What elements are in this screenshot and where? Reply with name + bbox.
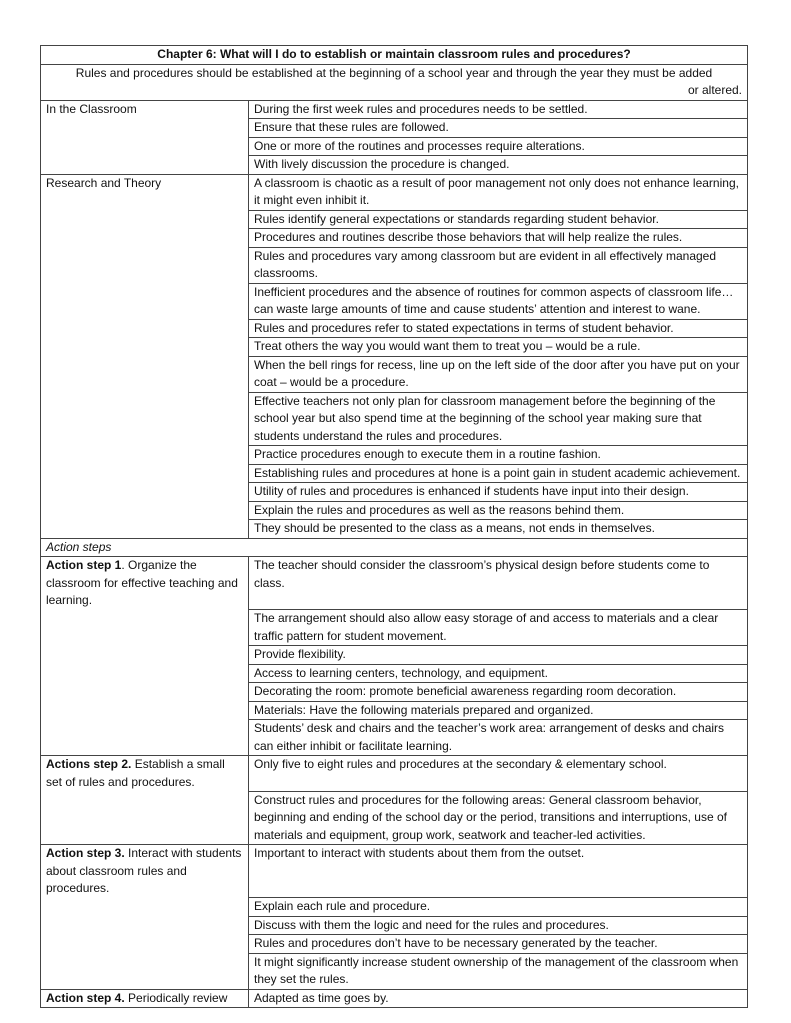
section-1-label-cell: [41, 338, 249, 357]
action-step-3-row: [41, 916, 748, 935]
action-step-3-row: [41, 953, 748, 989]
action-step-1-label-cell: [41, 701, 249, 720]
section-1-item: Establishing rules and procedures at hone is a point gain in student academic achievement.: [249, 464, 748, 483]
action-step-2-row: [41, 756, 748, 792]
action-step-1-label-cell: [41, 646, 249, 665]
section-1-label-cell: [41, 229, 249, 248]
section-1-item: When the bell rings for recess, line up on the left side of the door after you have put on your coat – would be a procedure.: [249, 356, 748, 392]
action-step-label-bold: Action step 1: [46, 558, 122, 572]
section-1-label-cell: [41, 464, 249, 483]
section-0-label-cell: [41, 119, 249, 138]
section-0-label-cell: [41, 156, 249, 175]
section-0-item: With lively discussion the procedure is changed.: [249, 156, 748, 175]
action-step-4-label-cell: [41, 989, 249, 1008]
action-step-3-item: Rules and procedures don’t have to be necessary generated by the teacher.: [249, 935, 748, 954]
action-step-1-row: [41, 646, 748, 665]
section-1-label-cell: [41, 319, 249, 338]
section-label: In the Classroom: [46, 101, 137, 116]
action-step-3-row: [41, 935, 748, 954]
section-1-row: [41, 338, 748, 357]
section-1-label-cell: [41, 520, 249, 539]
action-step-1-label-cell: [41, 720, 249, 756]
action-step-1-item: Provide flexibility.: [249, 646, 748, 665]
action-step-1-row: [41, 720, 748, 756]
action-step-1-row: [41, 610, 748, 646]
action-step-1-label-cell: [41, 557, 249, 610]
section-0-item: One or more of the routines and processes require alterations.: [249, 137, 748, 156]
section-1-row: [41, 210, 748, 229]
action-step-1-item: The teacher should consider the classroom’s physical design before students come to class.: [249, 557, 748, 610]
action-step-label-text: Establish a small set of rules and procedures.: [46, 757, 225, 789]
action-steps-heading: Action steps: [41, 538, 748, 557]
chapter-title: Chapter 6: What will I do to establish or maintain classroom rules and procedures?: [41, 46, 748, 65]
section-1-item: They should be presented to the class as a means, not ends in themselves.: [249, 520, 748, 539]
action-step-label-bold: Action step 4.: [46, 990, 125, 1005]
section-1-item: Rules and procedures vary among classroom but are evident in all effectively managed classrooms.: [249, 247, 748, 283]
action-step-3-label-cell: [41, 935, 249, 954]
section-0-item: During the first week rules and procedures needs to be settled.: [249, 100, 748, 119]
section-0-row: [41, 156, 748, 175]
intro-text: [41, 64, 748, 100]
action-step-3-label-cell: [41, 845, 249, 898]
section-label: Research and Theory: [46, 175, 162, 190]
action-step-4-item: Adapted as time goes by.: [249, 989, 748, 1008]
action-step-label-bold: Action step 3.: [46, 846, 125, 860]
section-0-item: Ensure that these rules are followed.: [249, 119, 748, 138]
section-0-label-cell: [41, 100, 249, 119]
action-step-2-row: [41, 791, 748, 845]
section-1-row: [41, 464, 748, 483]
section-1-item: Rules and procedures refer to stated expectations in terms of student behavior.: [249, 319, 748, 338]
chapter-table: [40, 45, 748, 1008]
action-steps-heading-row: [41, 538, 748, 557]
section-1-row: [41, 229, 748, 248]
action-step-2-label-cell: [41, 791, 249, 845]
section-1-item: Rules identify general expectations or standards regarding student behavior.: [249, 210, 748, 229]
section-1-row: [41, 446, 748, 465]
action-step-1-item: Students’ desk and chairs and the teacher’s work area: arrangement of desks and chairs can either inhibit or facilitate learning.: [249, 720, 748, 756]
section-1-item: Explain the rules and procedures as well as the reasons behind them.: [249, 501, 748, 520]
table-body: [41, 46, 748, 1008]
section-1-label-cell: [41, 210, 249, 229]
action-step-1-label-cell: [41, 664, 249, 683]
action-step-label-text: Interact with students about classroom rules and procedures.: [46, 846, 242, 895]
action-step-2-label-cell: [41, 756, 249, 792]
section-1-label-cell: [41, 283, 249, 319]
section-0-row: [41, 137, 748, 156]
section-0-label-cell: [41, 137, 249, 156]
action-step-label-bold: Actions step 2.: [46, 757, 132, 771]
document-page: [40, 45, 747, 1008]
intro-line-2: or altered.: [687, 83, 742, 97]
section-0-row: [41, 119, 748, 138]
action-step-1-row: [41, 701, 748, 720]
section-1-row: [41, 520, 748, 539]
section-1-item: Practice procedures enough to execute them in a routine fashion.: [249, 446, 748, 465]
action-step-3-item: Important to interact with students about them from the outset.: [249, 845, 748, 898]
action-step-3-row: [41, 898, 748, 917]
section-1-label-cell: [41, 446, 249, 465]
action-step-1-row: [41, 557, 748, 610]
action-step-1-row: [41, 683, 748, 702]
section-1-label-cell: [41, 483, 249, 502]
action-step-3-label-cell: [41, 898, 249, 917]
section-1-item: Inefficient procedures and the absence of routines for common aspects of classroom life… can waste large amounts of time and cause students’ attention and interest to wane.: [249, 283, 748, 319]
section-1-row: [41, 319, 748, 338]
section-1-label-cell: [41, 356, 249, 392]
section-1-row: [41, 174, 748, 210]
action-step-2-item: Construct rules and procedures for the following areas: General classroom behavior, beginning and ending of the school day or the period, transitions and interruptions, use of materials and equipment, group work, seatwork and teacher-led activities.: [249, 791, 748, 845]
section-1-item: Effective teachers not only plan for classroom management before the beginning of the school year but also spend time at the beginning of the school year making sure that students understand the rules and procedures.: [249, 392, 748, 446]
section-1-item: A classroom is chaotic as a result of poor management not only does not enhance learning, it might even inhibit it.: [249, 174, 748, 210]
action-step-4-row: [41, 989, 748, 1008]
section-1-row: [41, 247, 748, 283]
section-0-row: [41, 100, 748, 119]
intro-row: [41, 64, 748, 100]
section-1-item: Utility of rules and procedures is enhanced if students have input into their design.: [249, 483, 748, 502]
action-step-1-item: Access to learning centers, technology, and equipment.: [249, 664, 748, 683]
action-step-3-row: [41, 845, 748, 898]
action-step-1-item: Materials: Have the following materials prepared and organized.: [249, 701, 748, 720]
action-step-label-text: Periodically review: [124, 990, 228, 1005]
action-step-1-item: The arrangement should also allow easy storage of and access to materials and a clear traffic pattern for student movement.: [249, 610, 748, 646]
action-step-3-label-cell: [41, 953, 249, 989]
action-step-3-label-cell: [41, 916, 249, 935]
section-1-label-cell: [41, 174, 249, 210]
section-1-label-cell: [41, 392, 249, 446]
action-step-1-item: Decorating the room: promote beneficial awareness regarding room decoration.: [249, 683, 748, 702]
intro-line-1: Rules and procedures should be established at the beginning of a school year and through the year they must be added: [75, 65, 713, 80]
section-1-label-cell: [41, 247, 249, 283]
section-1-item: Treat others the way you would want them to treat you – would be a rule.: [249, 338, 748, 357]
action-step-3-item: Explain each rule and procedure.: [249, 898, 748, 917]
section-1-row: [41, 356, 748, 392]
action-step-1-label-cell: [41, 610, 249, 646]
action-step-label-text: . Organize the classroom for effective teaching and learning.: [46, 558, 238, 607]
action-step-3-item: Discuss with them the logic and need for the rules and procedures.: [249, 916, 748, 935]
action-step-2-item: Only five to eight rules and procedures at the secondary & elementary school.: [249, 756, 748, 792]
section-1-row: [41, 483, 748, 502]
section-1-row: [41, 283, 748, 319]
section-1-row: [41, 392, 748, 446]
action-step-1-row: [41, 664, 748, 683]
action-step-1-label-cell: [41, 683, 249, 702]
action-step-3-item: It might significantly increase student ownership of the management of the classroom when they set the rules.: [249, 953, 748, 989]
section-1-row: [41, 501, 748, 520]
title-row: [41, 46, 748, 65]
section-1-item: Procedures and routines describe those behaviors that will help realize the rules.: [249, 229, 748, 248]
section-1-label-cell: [41, 501, 249, 520]
